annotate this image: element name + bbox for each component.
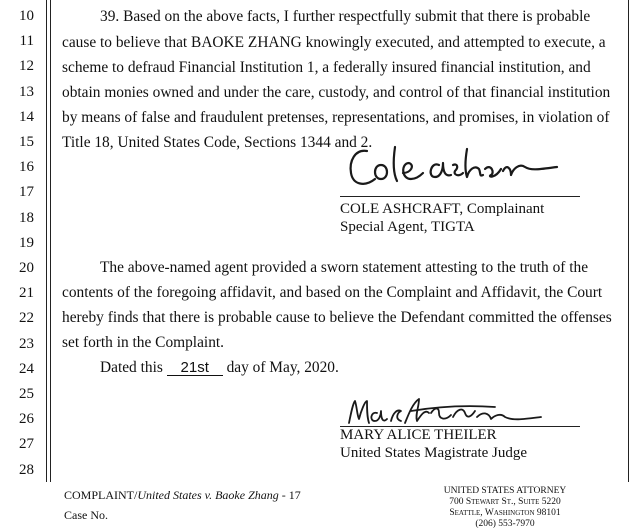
line-number: 23 [19,335,34,352]
judge-signature [345,393,545,429]
paragraph-39-line: cause to believe that BAOKE ZHANG knowingly executed, and attempted to execute, a [62,34,606,51]
footer-phone: (206) 553-7970 [475,519,535,529]
line-number: 27 [19,436,34,453]
court-paragraph-line: contents of the foregoing affidavit, and based on the Complaint and Affidavit, the Court [62,284,603,301]
line-number: 10 [19,8,34,24]
paragraph-39-line: obtain monies owned and under the care, custody, and control of that financial institution [62,84,611,101]
court-paragraph-line: set forth in the Complaint. [62,334,225,351]
line-number: 15 [19,134,34,150]
line-number: 13 [19,83,34,100]
dated-prefix: Dated this [100,359,163,376]
footer-address-line1: 700 Stewart St., Suite 5220 [449,497,561,507]
complainant-agency: Special Agent, TIGTA [340,219,475,235]
footer-caption [64,488,301,502]
line-number: 17 [19,184,34,201]
footer-caption-page: - 17 [278,488,301,502]
margin-rule-right [628,0,629,482]
line-number: 20 [19,260,34,276]
footer-caption-prefix: COMPLAINT/ [64,488,138,502]
court-paragraph-line: The above-named agent provided a sworn statement attesting to the truth of the [100,259,589,276]
line-number: 22 [19,310,34,327]
paragraph-39-line: scheme to defraud Financial Institution 1, a federally insured financial institution, and [62,59,591,76]
line-number: 16 [19,159,34,176]
dated-day: 21st [167,360,223,376]
line-number: 11 [19,33,34,50]
line-number: 18 [19,209,34,226]
paragraph-39-line: 39. Based on the above facts, I further respectfully submit that there is probable [100,8,591,25]
margin-rule-outer [46,0,47,482]
complainant-name: COLE ASHCRAFT, Complainant [340,201,545,217]
footer-caption-case: United States v. Baoke Zhang [137,488,279,502]
line-number: 14 [19,108,34,125]
complainant-signature-line [340,196,580,197]
line-number: 19 [19,234,34,251]
footer-case-no: Case No. [64,508,108,522]
judge-title: United States Magistrate Judge [340,445,528,461]
line-number: 26 [19,411,34,428]
paragraph-39-line: by means of false and fraudulent pretenses, representations, and promises, in violation of [62,109,610,126]
line-number: 25 [19,386,34,402]
footer-office-name: UNITED STATES ATTORNEY [443,486,567,496]
dated-suffix: day of May, 2020. [226,359,339,376]
margin-rule-inner [50,0,51,482]
line-number: 21 [19,285,34,302]
footer-address-line2: Seattle, Washington 98101 [449,508,561,518]
judge-name: MARY ALICE THEILER [340,427,497,443]
line-number: 24 [19,360,34,377]
paragraph-39-line: Title 18, United States Code, Sections 1344 and 2. [62,134,373,151]
complainant-signature [345,143,560,193]
line-number: 28 [19,461,34,478]
line-number: 12 [19,58,34,75]
dated-line [62,359,620,377]
footer-office-block [430,486,580,530]
court-paragraph-line: hereby finds that there is probable cause to believe the Defendant committed the offenses [62,309,612,326]
